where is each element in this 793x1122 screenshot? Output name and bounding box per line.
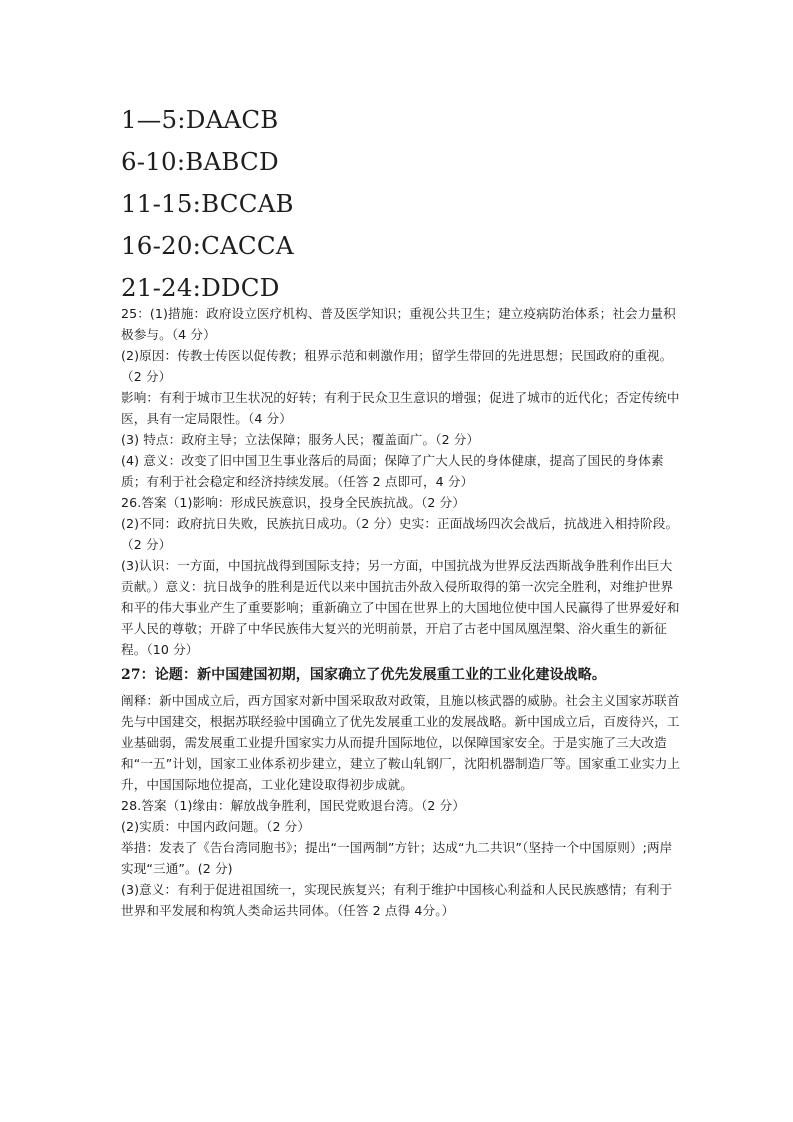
q27-thesis: 27：论题：新中国建国初期，国家确立了优先发展重工业的工业化建设战略。: [121, 667, 606, 683]
q26-impact: 26.答案（1)影响：形成民族意识，投身全民族抗战。（2 分）: [121, 495, 466, 510]
q28-essence: (2)实质：中国内政问题。（2 分）: [121, 819, 311, 834]
essay-answers: [121, 303, 681, 921]
q25-features: (3) 特点：政府主导；立法保障；服务人民；覆盖面广。（2 分）: [121, 432, 480, 447]
mc-answer-line: 16-20:CACCA: [121, 231, 294, 260]
q25-significance: (4) 意义：改变了旧中国卫生事业落后的局面；保障了广大人民的身体健康，提高了国民的身体素质；有利于社会稳定和经济持续发展。（任答 2 点即可，4 分）: [121, 453, 664, 489]
q25-impact: 影响：有利于城市卫生状况的好转；有利于民众卫生意识的增强；促进了城市的近代化；否定传统中医，具有一定局限性。（4 分）: [121, 390, 680, 426]
q25-reasons: (2)原因：传教士传医以促传教；租界示范和刺激作用；留学生带回的先进思想；民国政府的重视。（2 分）: [121, 348, 673, 384]
mc-answer-line: 21-24:DDCD: [121, 273, 280, 302]
q28-measures: 举措：发表了《告台湾同胞书》；提出“一国两制”方针；达成“九二共识”（坚持一个中国原则）;两岸实现“三通”。(2 分): [121, 840, 673, 876]
q26-understanding: (3)认识：一方面，中国抗战得到国际支持；另一方面，中国抗战为世界反法西斯战争胜利作出巨大贡献。）意义：抗日战争的胜利是近代以来中国抗击外敌入侵所取得的第一次完全胜利，对维护世界和平的伟大事业产生了重要影响；重新确立了中国在世界上的大国地位使中国人民赢得了世界爱好和平人民的尊敬；开辟了中华民族伟大复兴的光明前景，开启了古老中国凤凰涅槃、浴火重生的新征程。（10 分）: [121, 558, 680, 657]
q27-explanation: 阐释：新中国成立后，西方国家对新中国采取敌对政策，且施以核武器的威胁。社会主义国家苏联首先与中国建交，根据苏联经验中国确立了优先发展重工业的发展战略。新中国成立后，百废待兴，工业基础弱，需发展重工业提升国家实力从而提升国际地位，以保障国家安全。于是实施了三大改造和“一五”计划，国家工业体系初步建立，建立了鞍山轧钢厂，沈阳机器制造厂等。国家重工业实力上升，中国国际地位提高，工业化建设取得初步成就。: [121, 693, 681, 792]
q28-cause: 28.答案（1)缘由：解放战争胜利，国民党败退台湾。（2 分）: [121, 798, 466, 813]
mc-answer-line: 11-15:BCCAB: [121, 189, 294, 218]
q26-difference: (2)不同：政府抗日失败，民族抗日成功。（2 分）史实：正面战场四次会战后，抗战进入相持阶段。（2 分）: [121, 516, 679, 552]
mc-answer-line: 1—5:DAACB: [121, 105, 279, 134]
mc-answer-line: 6-10:BABCD: [121, 147, 279, 176]
q28-significance: (3)意义：有利于促进祖国统一，实现民族复兴；有利于维护中国核心利益和人民民族感情；有利于世界和平发展和构筑人类命运共同体。（任答 2 点得 4分。）: [121, 882, 673, 918]
q25-measures: 25：(1)措施：政府设立医疗机构、普及医学知识；重视公共卫生；建立疫病防治体系；社会力量积极参与。（4 分）: [121, 306, 676, 342]
multiple-choice-answers: [121, 99, 294, 309]
